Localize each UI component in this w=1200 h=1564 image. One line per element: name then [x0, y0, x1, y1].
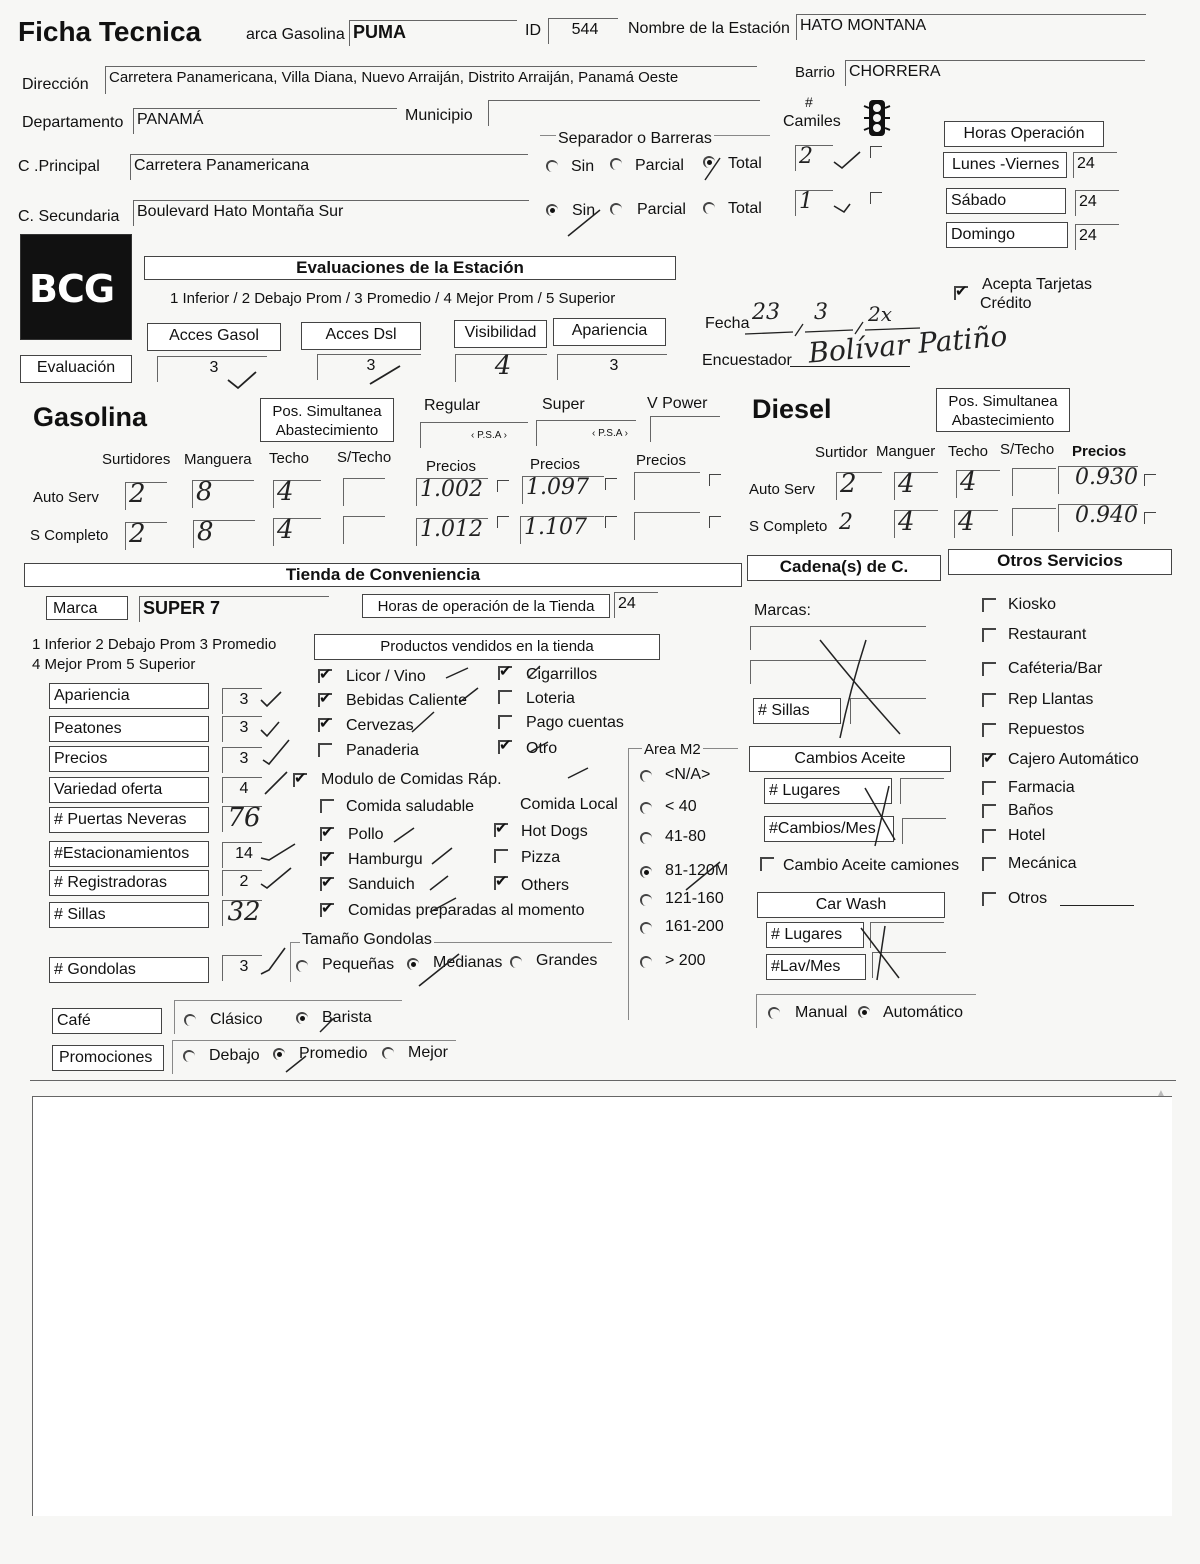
gas-sc-surtidores[interactable]: 2	[125, 522, 167, 550]
clasico-label: Clásico	[210, 1011, 263, 1028]
diesel-surtidor-label: Surtidor	[815, 444, 868, 461]
otros-label: Mecánica	[1008, 855, 1077, 872]
car-wash-title: Car Wash	[757, 892, 945, 918]
direccion-field[interactable]: Carretera Panamericana, Villa Diana, Nuevo Arraiján, Distrito Arraiján, Panamá Oeste	[105, 66, 757, 94]
acepta-tarjetas-checkbox[interactable]	[954, 286, 968, 300]
mejor-label: Mejor	[408, 1044, 449, 1061]
marca-gasolina-field[interactable]: PUMA	[349, 20, 517, 46]
gas-as-stecho[interactable]	[343, 478, 385, 506]
otros-checkbox[interactable]	[982, 829, 996, 843]
panaderia-label: Panaderia	[346, 742, 419, 759]
otros-checkbox[interactable]	[982, 781, 996, 795]
acepta-tarjetas-label: Acepta Tarjetas	[982, 276, 1092, 293]
fecha-year: 2x	[868, 302, 893, 326]
otros-line	[1060, 905, 1134, 906]
diesel-as-surtidor[interactable]: 2	[836, 472, 882, 500]
sep1-total-label: Total	[728, 155, 762, 172]
super-precios-label: Precios	[530, 456, 581, 473]
tienda-row-label: Apariencia	[49, 683, 209, 709]
departamento-field[interactable]: PANAMÁ	[133, 108, 397, 134]
tienda-row-value-text: 3	[239, 691, 249, 708]
id-label: ID	[525, 22, 541, 39]
sep1-sin-label: Sin	[571, 158, 595, 175]
gasolina-pos-simultanea	[260, 398, 394, 442]
gas-sc-super-precio[interactable]: 1.107	[520, 516, 604, 544]
lunes-viernes-label: Lunes -Viernes	[943, 152, 1067, 178]
camiles-label: Camiles	[783, 113, 841, 130]
diesel-techo-label: Techo	[948, 443, 989, 460]
diesel-precios-label: Precios	[1072, 443, 1127, 460]
sabado-field[interactable]: 24	[1075, 190, 1119, 216]
manual-radio[interactable]	[768, 1007, 780, 1019]
area-option-radio[interactable]	[640, 832, 652, 844]
area-option-label: 41-80	[665, 828, 706, 845]
techo-label: Techo	[269, 450, 310, 467]
eval-dsl-field[interactable]: 3	[317, 354, 421, 380]
automatico-label: Automático	[883, 1004, 964, 1021]
eval-gasol-field[interactable]: 3	[157, 356, 267, 382]
sanduich-label: Sanduich	[348, 876, 415, 893]
cervezas-checkbox[interactable]	[318, 718, 332, 732]
vpower-field[interactable]	[650, 416, 720, 442]
cadena-sillas-label: # Sillas	[753, 698, 841, 724]
otros-checkbox[interactable]	[982, 723, 996, 737]
super-psa-text: ‹ P.S.A ›	[592, 428, 628, 439]
acces-gasol-button[interactable]: Acces Gasol	[147, 323, 281, 351]
cambios-mes-label: #Cambios/Mes	[764, 816, 894, 842]
barista-label: Barista	[322, 1009, 372, 1026]
camiles-checkbox-1[interactable]	[870, 146, 882, 158]
gas-as-super-precio[interactable]: 1.097	[522, 476, 604, 504]
gas-as-regular-check[interactable]	[497, 480, 509, 492]
evaluacion-label: Evaluación	[20, 355, 132, 383]
gas-auto-serv-label: Auto Serv	[33, 489, 99, 506]
camiles-hash: #	[805, 94, 813, 110]
surtidores-label: Surtidores	[102, 451, 171, 468]
tienda-row-value-text: 76	[227, 803, 261, 833]
otros-label: Kiosko	[1008, 596, 1057, 613]
tienda-row-value-text: 3	[239, 750, 249, 767]
gasolina-abast-text: Abastecimiento	[275, 422, 379, 439]
grandes-label: Grandes	[536, 952, 598, 969]
cafe-promo-pen-marks	[280, 1010, 360, 1075]
municipio-field[interactable]	[488, 100, 760, 126]
debajo-label: Debajo	[209, 1047, 260, 1064]
otros-label: Restaurant	[1008, 626, 1087, 643]
diesel-as-check[interactable]	[1144, 474, 1156, 486]
otros-checkbox[interactable]	[982, 628, 996, 642]
bcg-logo	[20, 234, 132, 340]
licor-label: Licor / Vino	[346, 668, 426, 685]
otro-label: Otro	[526, 740, 558, 757]
domingo-field[interactable]: 24	[1075, 224, 1119, 250]
diesel-as-manguer[interactable]: 4	[894, 472, 938, 500]
area-option-radio[interactable]	[640, 770, 652, 782]
productos-title: Productos vendidos en la tienda	[314, 634, 660, 660]
hamburgu-label: Hamburgu	[348, 851, 423, 868]
secundaria-label: C. Secundaria	[18, 208, 120, 225]
barrio-label: Barrio	[795, 64, 836, 81]
others-label: Others	[521, 877, 570, 894]
tienda-horas-field[interactable]: 24	[614, 592, 658, 618]
tienda-marca-label: Marca	[46, 596, 128, 620]
principal-field[interactable]: Carretera Panamericana	[130, 154, 528, 180]
diesel-pos-sim-text: Pos. Simultanea	[948, 393, 1058, 410]
medianas-pen-mark	[415, 950, 475, 990]
area-option-label: 81-120M	[665, 862, 729, 879]
area-option-label: 121-160	[665, 890, 724, 907]
area-option-label: < 40	[665, 798, 697, 815]
stecho-label: S/Techo	[337, 449, 392, 466]
grandes-radio[interactable]	[510, 956, 522, 968]
modulo-checkbox[interactable]	[293, 773, 307, 787]
area-title: Area M2	[644, 741, 701, 758]
gas-sc-vpower-check[interactable]	[709, 516, 721, 528]
lunes-viernes-field[interactable]: 24	[1073, 152, 1117, 178]
gas-sc-regular-precio[interactable]: 1.012	[416, 518, 488, 546]
otros-label: Farmacia	[1008, 779, 1075, 796]
diesel-auto-serv-label: Auto Serv	[749, 481, 815, 498]
comidas-prep-checkbox[interactable]	[320, 903, 334, 917]
gas-as-vpower-check[interactable]	[709, 474, 721, 486]
domingo-label: Domingo	[946, 222, 1068, 248]
tienda-pen-marks	[255, 682, 305, 982]
page-title: Ficha Tecnica	[18, 16, 202, 47]
super-psa-field[interactable]	[536, 420, 636, 446]
pollo-checkbox[interactable]	[320, 827, 334, 841]
gas-as-regular-precio[interactable]: 1.002	[416, 478, 488, 506]
diesel-sc-surtidor[interactable]: 2	[839, 510, 853, 535]
tienda-row-label: Precios	[49, 746, 209, 772]
productos-pen-marks	[390, 660, 600, 920]
eval-apar-field[interactable]: 3	[557, 354, 667, 380]
diesel-manguer-label: Manguer	[876, 443, 936, 460]
debajo-radio[interactable]	[183, 1050, 195, 1062]
manguera-label: Manguera	[184, 451, 252, 468]
area-option-radio[interactable]	[640, 894, 652, 906]
medianas-label: Medianas	[433, 954, 503, 971]
diesel-as-stecho[interactable]	[1012, 468, 1056, 496]
comida-local-label: Comida Local	[520, 796, 618, 813]
tienda-scale-1: 1 Inferior 2 Debajo Prom 3 Promedio	[32, 636, 277, 653]
sabado-label: Sábado	[946, 188, 1066, 214]
otros-label: Cajero Automático	[1008, 751, 1139, 768]
otros-checkbox[interactable]	[982, 857, 996, 871]
otros-checkbox[interactable]	[982, 804, 996, 818]
carwash-cross-mark	[855, 922, 915, 984]
barrio-field[interactable]: CHORRERA	[845, 60, 1145, 86]
acces-dsl-button[interactable]: Acces Dsl	[301, 322, 421, 350]
tienda-marca-field[interactable]: SUPER 7	[139, 596, 329, 622]
cambios-lugares-label: # Lugares	[764, 778, 892, 804]
sep2-sin-radio[interactable]	[546, 204, 558, 216]
cadena-cross-mark	[790, 630, 930, 740]
regular-label: Regular	[424, 397, 481, 414]
sep2-total-label: Total	[728, 200, 762, 217]
area-option-radio[interactable]	[640, 922, 652, 934]
tienda-row-value-text: 14	[235, 845, 253, 862]
licor-checkbox[interactable]	[318, 669, 332, 683]
automatico-radio[interactable]	[858, 1006, 870, 1018]
tienda-row-value-text: 32	[227, 897, 261, 927]
pizza-label: Pizza	[521, 849, 561, 866]
saludable-checkbox[interactable]	[320, 799, 334, 813]
evaluaciones-title: Evaluaciones de la Estación	[144, 256, 676, 280]
marca-gasolina-label: arca Gasolina	[246, 26, 345, 43]
otros-label: Otros	[1008, 890, 1048, 907]
sep1-sin-radio[interactable]	[546, 160, 558, 172]
bebidas-label: Bebidas Caliente	[346, 692, 467, 709]
diesel-as-techo[interactable]: 4	[956, 470, 1000, 498]
vpower-label: V Power	[647, 395, 708, 412]
gas-s-completo-label: S Completo	[30, 527, 109, 544]
lav-mes-label: #Lav/Mes	[766, 954, 866, 980]
tamano-title: Tamaño Gondolas	[302, 931, 432, 948]
otros-checkbox[interactable]	[982, 753, 996, 767]
diesel-sc-stecho[interactable]	[1012, 508, 1056, 536]
principal-label: C .Principal	[18, 158, 100, 175]
tienda-row-value-text: 3	[239, 958, 249, 975]
nombre-estacion-label: Nombre de la Estación	[628, 20, 790, 37]
area-option-label: <N/A>	[665, 766, 711, 783]
otros-label: Hotel	[1008, 827, 1046, 844]
otros-checkbox[interactable]	[982, 662, 996, 676]
tienda-row-label: # Sillas	[49, 902, 209, 928]
sep-pen-marks	[560, 150, 760, 240]
tienda-title: Tienda de Conveniencia	[24, 563, 742, 587]
gas-as-techo[interactable]: 4	[273, 480, 321, 508]
eval-visib-field[interactable]: 4	[455, 354, 547, 382]
tienda-row-label: # Gondolas	[49, 957, 209, 983]
carwash-lugares-label: # Lugares	[766, 922, 864, 948]
tienda-row-label: # Registradoras	[49, 870, 209, 896]
hotdogs-label: Hot Dogs	[521, 823, 588, 840]
pago-cuentas-label: Pago cuentas	[526, 714, 624, 731]
pequenas-radio[interactable]	[296, 960, 308, 972]
tienda-scale-2: 4 Mejor Prom 5 Superior	[32, 656, 196, 673]
diesel-pos-simultanea	[936, 388, 1070, 432]
cigarrillos-label: Cigarrillos	[526, 666, 598, 683]
area-pen-mark	[680, 856, 730, 896]
clasico-radio[interactable]	[184, 1014, 196, 1026]
otros-checkbox[interactable]	[982, 598, 996, 612]
gas-sc-super-check[interactable]	[605, 516, 617, 528]
area-option-radio[interactable]	[640, 956, 652, 968]
diesel-title: Diesel	[752, 394, 832, 424]
area-option-radio[interactable]	[640, 866, 652, 878]
cadena-title: Cadena(s) de C.	[747, 555, 941, 581]
tienda-row-value-text: 2	[239, 873, 249, 890]
scroll-up-icon[interactable]: ▲	[1156, 1088, 1166, 1099]
cambios-aceite-title: Cambios Aceite	[749, 746, 951, 772]
otros-checkbox[interactable]	[982, 693, 996, 707]
promedio-label: Promedio	[299, 1045, 368, 1062]
mejor-radio[interactable]	[382, 1047, 394, 1059]
apariencia-button[interactable]: Apariencia	[553, 318, 666, 346]
gas-as-surtidores[interactable]: 2	[125, 482, 167, 510]
fecha-day: 23	[752, 300, 780, 325]
cambios-cross-mark	[845, 780, 915, 850]
horas-operacion-button[interactable]: Horas Operación	[944, 121, 1104, 147]
tienda-row-label: Variedad oferta	[49, 777, 209, 803]
tienda-row-value-text: 4	[239, 780, 249, 797]
otros-label: Caféteria/Bar	[1008, 660, 1103, 677]
camiones-checkbox[interactable]	[760, 857, 774, 871]
cadena-marcas-label: Marcas:	[754, 602, 811, 619]
pollo-label: Pollo	[348, 826, 384, 843]
departamento-label: Departamento	[22, 114, 124, 131]
gasolina-title: Gasolina	[33, 402, 148, 432]
camiles-field-2[interactable]: 1	[795, 190, 833, 216]
regular-precios-label: Precios	[426, 458, 477, 475]
diesel-as-precio[interactable]: 0.930	[1058, 466, 1138, 494]
diesel-sc-manguer[interactable]: 4	[894, 510, 938, 538]
diesel-stecho-label: S/Techo	[1000, 441, 1055, 458]
camiles-pen-marks	[830, 140, 870, 215]
gas-sc-manguera[interactable]: 8	[193, 520, 255, 548]
fecha-label: Fecha	[705, 315, 750, 332]
pequenas-label: Pequeñas	[322, 956, 395, 973]
hamburgu-checkbox[interactable]	[320, 852, 334, 866]
gas-as-vpower-precio[interactable]	[634, 472, 700, 500]
tienda-row-label: # Puertas Neveras	[49, 807, 209, 833]
otros-label: Baños	[1008, 802, 1054, 819]
camiones-label: Cambio Aceite camiones	[783, 857, 960, 874]
sep2-parcial-label: Parcial	[637, 201, 686, 218]
vpower-precios-label: Precios	[636, 452, 687, 469]
otros-servicios-title: Otros Servicios	[948, 549, 1172, 575]
gas-as-super-check[interactable]	[605, 478, 617, 490]
cervezas-label: Cervezas	[346, 717, 414, 734]
notes-textarea[interactable]	[32, 1096, 1172, 1516]
regular-psa-text: ‹ P.S.A ›	[471, 430, 507, 441]
gas-sc-vpower-precio[interactable]	[634, 512, 700, 540]
panaderia-checkbox[interactable]	[318, 743, 332, 757]
otros-checkbox[interactable]	[982, 892, 996, 906]
area-option-radio[interactable]	[640, 802, 652, 814]
regular-psa-field[interactable]	[420, 422, 528, 448]
cafe-label: Café	[52, 1008, 162, 1034]
camiles-checkbox-2[interactable]	[870, 192, 882, 204]
promociones-label: Promociones	[52, 1045, 164, 1071]
saludable-label: Comida saludable	[346, 798, 475, 815]
traffic-light-icon	[862, 98, 892, 143]
diesel-s-completo-label: S Completo	[749, 518, 828, 535]
gas-sc-regular-check[interactable]	[497, 516, 509, 528]
bebidas-checkbox[interactable]	[318, 693, 332, 707]
tienda-row-label: Peatones	[49, 716, 209, 742]
area-option-label: > 200	[665, 952, 706, 969]
diesel-sc-precio[interactable]: 0.940	[1058, 504, 1138, 532]
diesel-sc-techo[interactable]: 4	[954, 510, 998, 538]
tienda-row-label: #Estacionamientos	[49, 841, 209, 867]
separador-title: Separador o Barreras	[558, 130, 712, 147]
modulo-label: Modulo de Comidas Ráp.	[321, 771, 502, 788]
camiles-field-1[interactable]: 2	[795, 145, 833, 171]
gasolina-pos-sim-text: Pos. Simultanea	[272, 403, 382, 420]
diesel-abast-text: Abastecimiento	[951, 412, 1055, 429]
tienda-row-value-text: 3	[239, 719, 249, 736]
evaluaciones-scale: 1 Inferior / 2 Debajo Prom / 3 Promedio / 4 Mejor Prom / 5 Superior	[170, 290, 616, 307]
comidas-prep-label: Comidas preparadas al momento	[348, 902, 585, 919]
encuestador-signature: Bolívar Patiño	[806, 319, 1009, 370]
tienda-horas-label: Horas de operación de la Tienda	[362, 594, 610, 618]
sep2-sin-label: Sin	[572, 202, 596, 219]
otros-label: Repuestos	[1008, 721, 1085, 738]
super-label: Super	[542, 396, 585, 413]
notes-divider	[30, 1080, 1176, 1081]
visibilidad-button[interactable]: Visibilidad	[454, 320, 547, 348]
secundaria-field[interactable]: Boulevard Hato Montaña Sur	[133, 200, 529, 226]
encuestador-label: Encuestador	[702, 352, 792, 369]
sep1-parcial-label: Parcial	[635, 157, 684, 174]
loteria-label: Loteria	[526, 690, 575, 707]
diesel-sc-check[interactable]	[1144, 512, 1156, 524]
credito-label: Crédito	[980, 295, 1032, 312]
fecha-month: 3	[814, 300, 828, 325]
id-field[interactable]: 544	[548, 18, 618, 44]
municipio-label: Municipio	[405, 107, 473, 124]
gas-as-manguera[interactable]: 8	[192, 480, 254, 508]
area-option-label: 161-200	[665, 918, 724, 935]
manual-label: Manual	[795, 1004, 848, 1021]
sanduich-checkbox[interactable]	[320, 877, 334, 891]
otros-label: Rep Llantas	[1008, 691, 1094, 708]
direccion-label: Dirección	[22, 76, 89, 93]
nombre-estacion-field[interactable]: HATO MONTANA	[796, 14, 1146, 40]
encuestador-line	[790, 366, 910, 367]
gas-sc-stecho[interactable]	[343, 516, 385, 544]
gas-sc-techo[interactable]: 4	[273, 518, 321, 546]
eval-pen-marks	[220, 360, 420, 400]
bcg-logo-text: BCG	[29, 267, 115, 311]
